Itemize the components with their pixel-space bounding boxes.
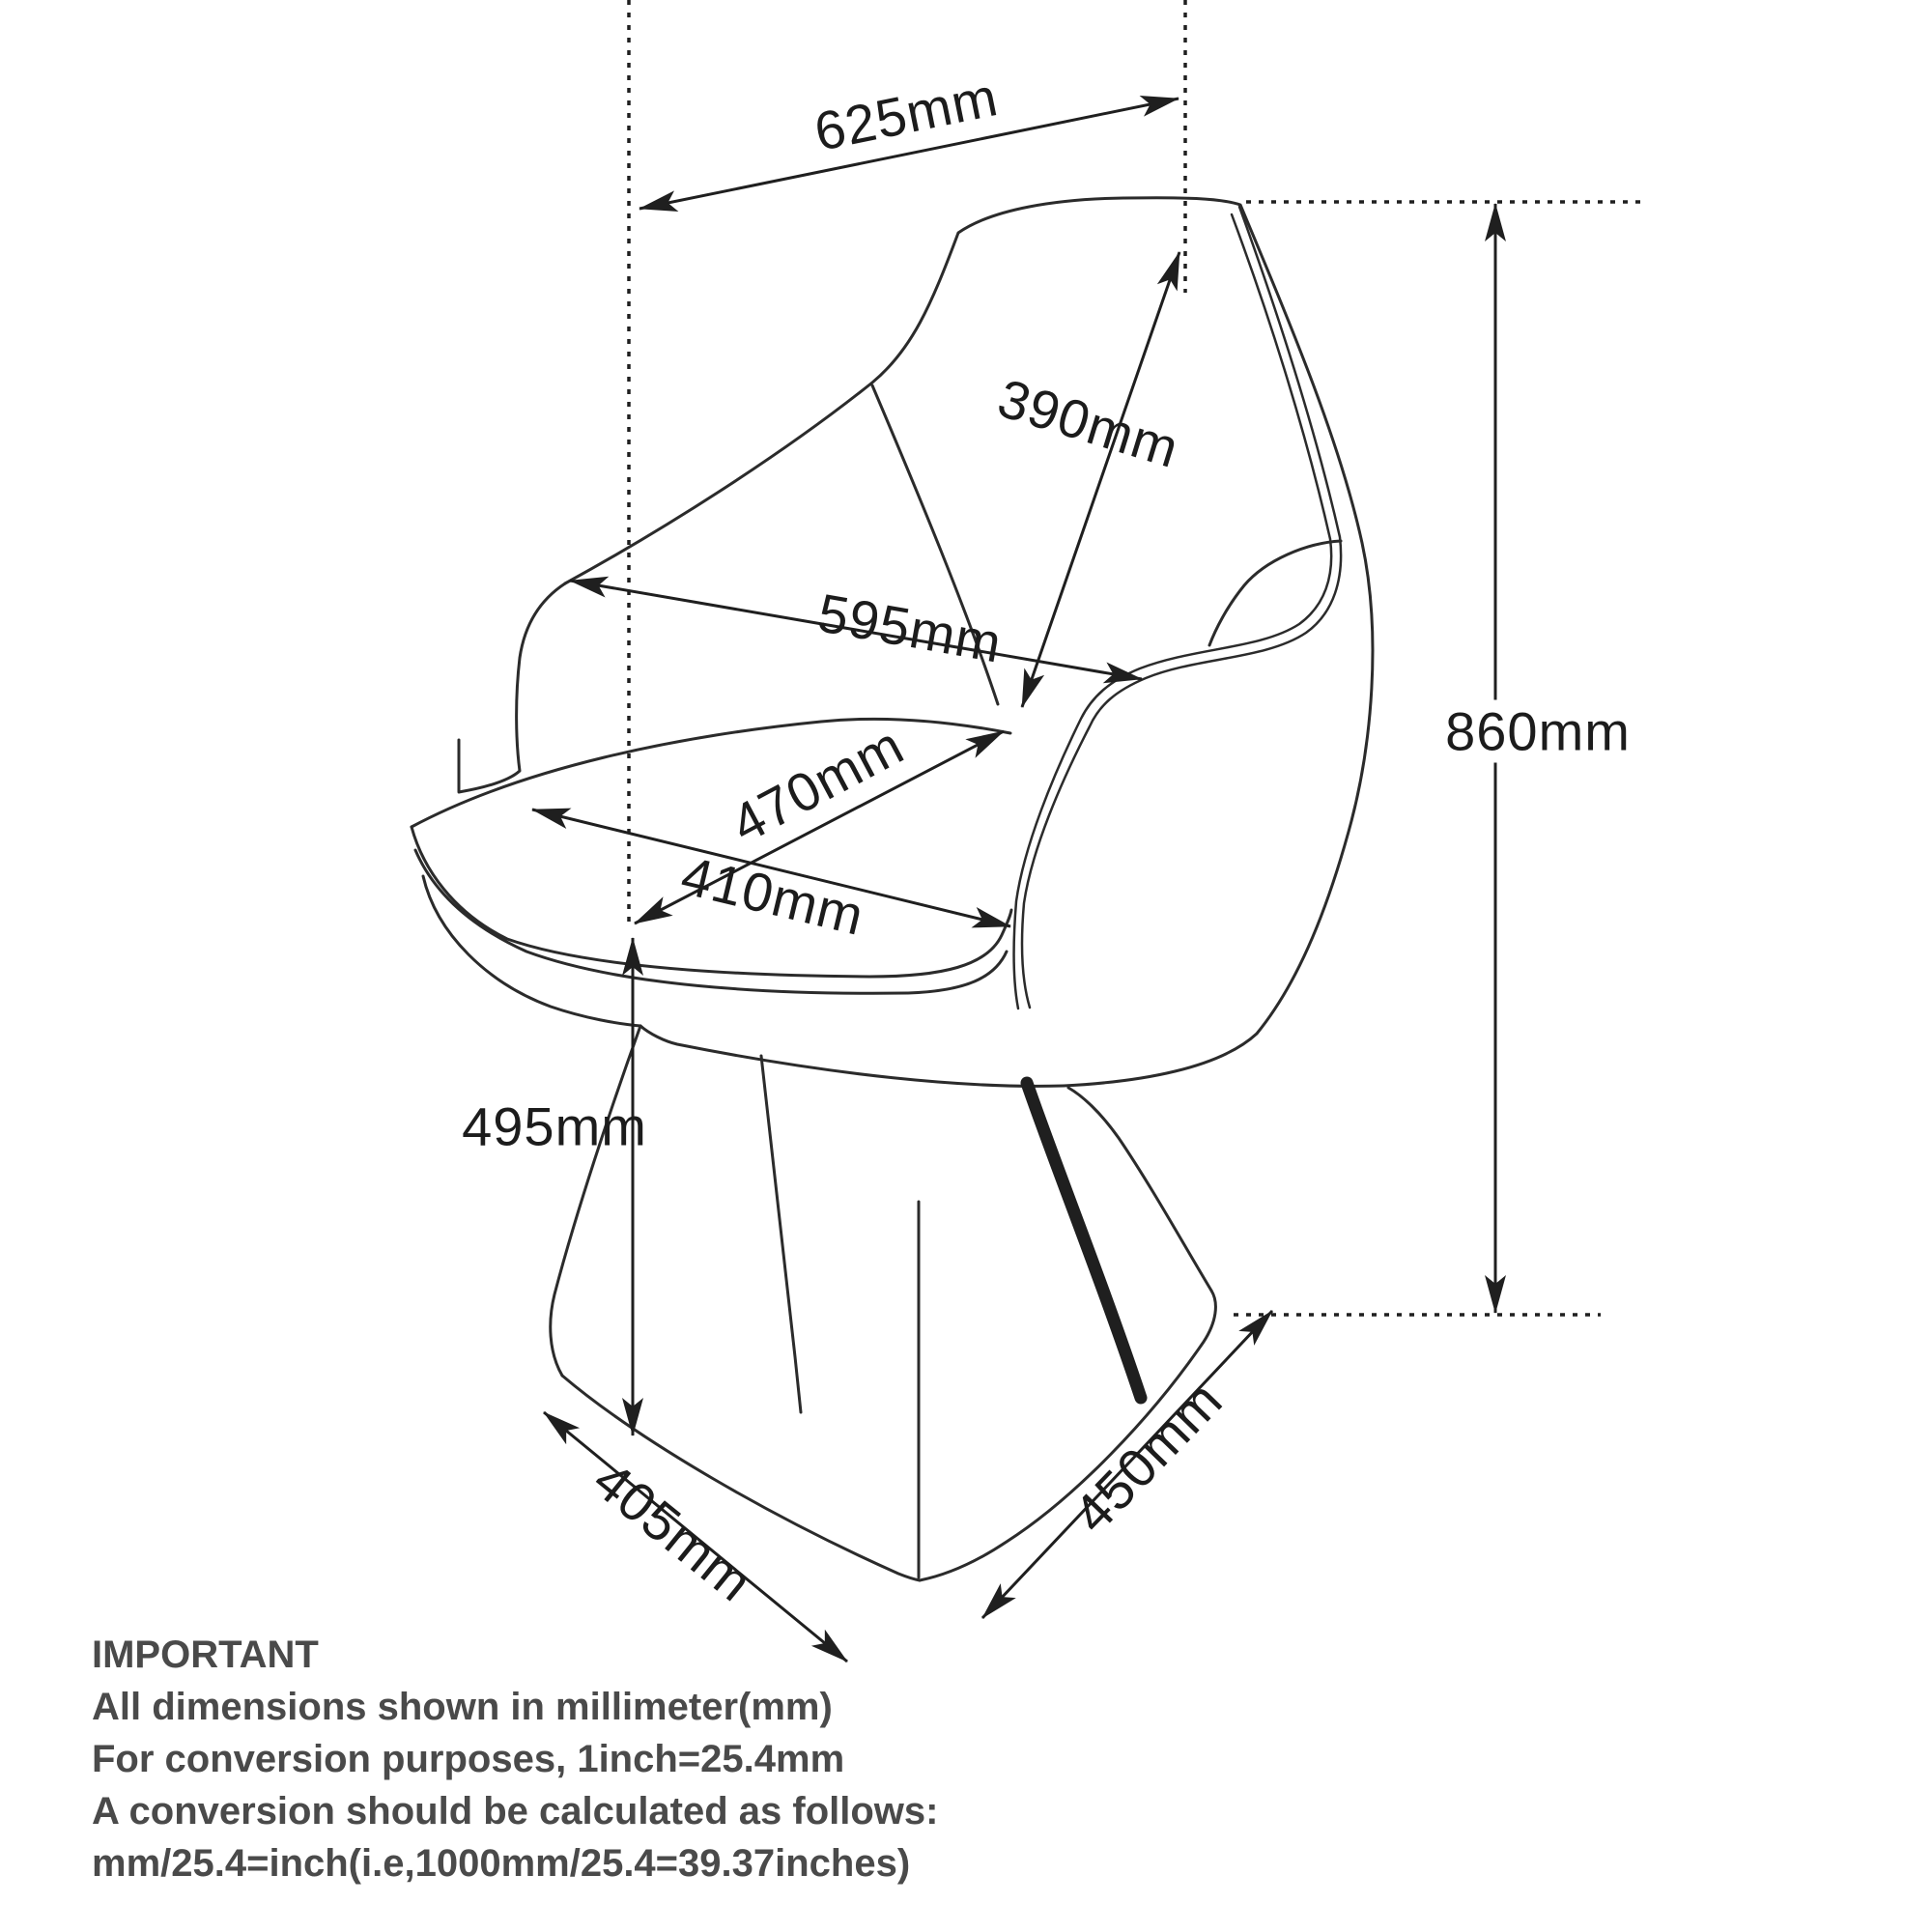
- notes-title: IMPORTANT: [92, 1634, 319, 1676]
- base-slot-shadow: [1027, 1083, 1141, 1398]
- dimension-label-595mm: 595mm: [813, 582, 1007, 674]
- dimension-label-410mm: 410mm: [675, 843, 870, 948]
- dimension-label-495mm: 495mm: [462, 1095, 647, 1157]
- note-line-units: All dimensions shown in millimeter(mm): [92, 1686, 833, 1728]
- base-left-seam: [761, 1056, 801, 1412]
- note-line-conversion-howto: A conversion should be calculated as follows:: [92, 1790, 939, 1833]
- dim-line-390: [1022, 252, 1179, 707]
- dimension-label-390mm: 390mm: [991, 366, 1186, 480]
- dimension-label-860mm: 860mm: [1435, 700, 1640, 763]
- dimension-label-405mm: 405mm: [582, 1449, 765, 1613]
- note-line-conversion-example: mm/25.4=inch(i.e,1000mm/25.4=39.37inches): [92, 1842, 911, 1885]
- note-line-conversion-factor: For conversion purposes, 1inch=25.4mm: [92, 1738, 845, 1780]
- dimension-label-470mm: 470mm: [721, 714, 914, 855]
- dimension-label-450mm: 450mm: [1061, 1369, 1235, 1545]
- dimension-label-625mm: 625mm: [809, 66, 1004, 162]
- base-front-seam: [919, 1202, 920, 1577]
- dimension-lines: [532, 99, 1495, 1662]
- notes-block: [92, 1629, 961, 1889]
